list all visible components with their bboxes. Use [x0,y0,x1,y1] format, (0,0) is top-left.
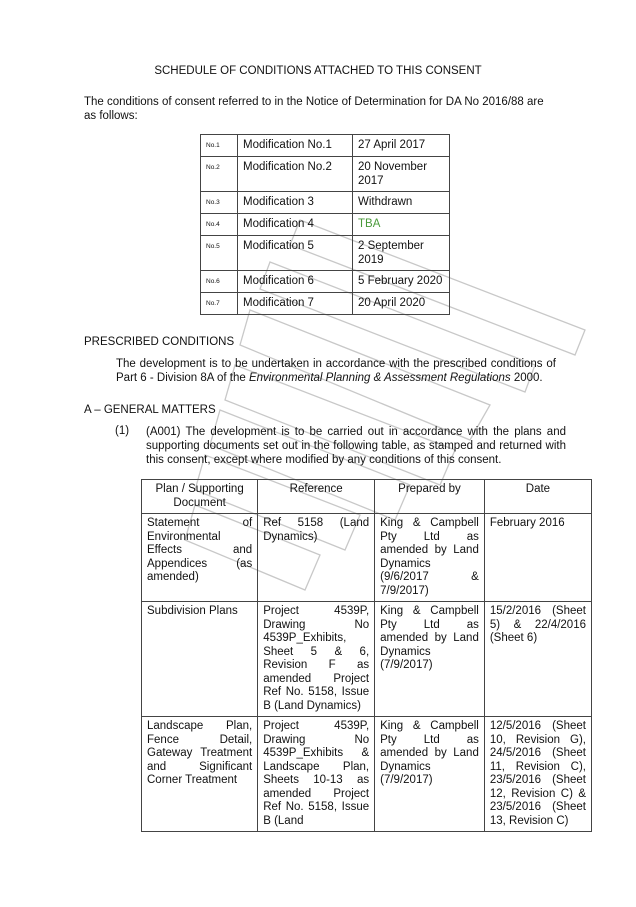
modification-row [201,271,450,293]
modification-name: Modification 4 [238,214,353,236]
condition-text: (A001) The development is to be carried out in accordance with the plans and supporting documents set out in the following table, as stamped and returned with this consent, except where modified by any conditions of this consent. [146,426,566,466]
table-row [142,717,592,832]
general-matters-heading: A – GENERAL MATTERS [84,404,216,416]
table-cell: Project 4539P, Drawing No 4539P_Exhibits, Sheet 5 & 6, Revision F as amended Project Ref No. 5158, Issue B (Land Dynamics) [258,602,375,717]
column-header: Reference [258,480,375,514]
column-header: Date [484,480,591,514]
table-row [142,514,592,602]
modifications-table [200,134,450,315]
modification-number: No.3 [201,192,238,214]
modification-date: 27 April 2017 [353,135,450,157]
column-header: Prepared by [375,480,485,514]
table-cell: Project 4539P, Drawing No 4539P_Exhibits & Landscape Plan, Sheets 10-13 as amended Project Ref No. 5158, Issue B (Land [258,717,375,832]
modification-name: Modification 3 [238,192,353,214]
modification-date: 20 April 2020 [353,293,450,315]
modification-row [201,214,450,236]
modification-date: 20 November 2017 [353,157,450,192]
modification-row [201,157,450,192]
modification-row [201,192,450,214]
table-cell: February 2016 [484,514,591,602]
table-cell: 15/2/2016 (Sheet 5) & 22/4/2016 (Sheet 6) [484,602,591,717]
table-row [142,602,592,717]
modification-date: 2 September 2019 [353,236,450,271]
modification-row [201,236,450,271]
modification-name: Modification No.2 [238,157,353,192]
table-cell: King & Campbell Pty Ltd as amended by Land Dynamics (9/6/2017 & 7/9/2017) [375,514,485,602]
modification-number: No.1 [201,135,238,157]
table-cell: King & Campbell Pty Ltd as amended by Land Dynamics (7/9/2017) [375,717,485,832]
prescribed-heading: PRESCRIBED CONDITIONS [84,336,235,348]
modification-row [201,135,450,157]
table-cell: Subdivision Plans [142,602,258,717]
table-cell: 12/5/2016 (Sheet 10, Revision G), 24/5/2016 (Sheet 11, Revision C), 23/5/2016 (Sheet 12, Revision C) & 23/5/2016 (Sheet 13, Revision C) [484,717,591,832]
prescribed-text: The development is to be undertaken in accordance with the prescribed conditions of Part 6 - Division 8A of the Environmental Planning & Assessment Regulations 2000. [116,358,556,384]
condition-number: (1) [115,425,130,437]
plans-table [141,479,592,832]
modification-number: No.6 [201,271,238,293]
modification-row [201,293,450,315]
table-cell: King & Campbell Pty Ltd as amended by Land Dynamics (7/9/2017) [375,602,485,717]
modification-name: Modification 7 [238,293,353,315]
table-cell: Ref 5158 (Land Dynamics) [258,514,375,602]
modification-number: No.4 [201,214,238,236]
table-cell: Statement of Environmental Effects and Appendices (as amended) [142,514,258,602]
modification-name: Modification No.1 [238,135,353,157]
modification-number: No.2 [201,157,238,192]
modification-date: Withdrawn [353,192,450,214]
intro-text: The conditions of consent referred to in the Notice of Determination for DA No 2016/88 are as follows: [84,96,544,122]
table-cell: Landscape Plan, Fence Detail, Gateway Treatment and Significant Corner Treatment [142,717,258,832]
modification-number: No.7 [201,293,238,315]
page-title: SCHEDULE OF CONDITIONS ATTACHED TO THIS CONSENT [154,65,482,77]
modification-number: No.5 [201,236,238,271]
modification-date: 5 February 2020 [353,271,450,293]
modification-date: TBA [353,214,450,236]
column-header: Plan / Supporting Document [142,480,258,514]
modification-name: Modification 5 [238,236,353,271]
modification-name: Modification 6 [238,271,353,293]
